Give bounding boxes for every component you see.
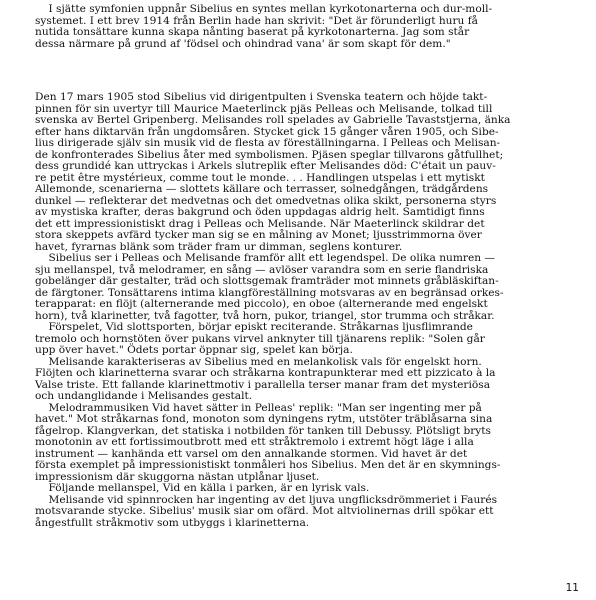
text-line: det ett impressionistiskt drag i Pelleas och Melisande. När Maeterlinck skildrar det	[35, 217, 485, 230]
text-line: tremolo och hornstöten över pukans virvel anknyter till tjänarens replik: "Solen går	[35, 332, 485, 345]
text-line: stora skeppets avfärd tycker man sig se en målning av Monet; ljusstrimmorna över	[35, 229, 482, 241]
text-line: Sibelius ser i Pelleas och Melisande framför allt ett legendspel. De olika numren —	[35, 252, 496, 264]
text-line: Allemonde, scenarierna — slottets källare och terrasser, solnedgången, trädgårdens	[35, 183, 489, 195]
intro-line: I sjätte symfonien uppnår Sibelius en syntes mellan kyrkotonarterna och dur-moll-	[35, 3, 493, 15]
text-line: första exemplet på impressionistiskt tonmåleri hos Sibelius. Men det är en skymnings-	[35, 459, 501, 471]
text-line: ångestfullt stråkmotiv som utbyggs i klarinetterna.	[35, 516, 310, 529]
intro-line: nutida tonsättare kunna skapa nånting baserat på kyrkotonarterna. Jag som står	[35, 26, 470, 38]
text-line: och undanglidande i Melisandes gestalt.	[35, 390, 253, 402]
page-number: 11	[565, 582, 579, 594]
text-line: Melodrammusiken Vid havet sätter in Pelleas' replik: "Man ser ingenting mer på	[35, 401, 482, 414]
text-line: av mystiska krafter, deras bakgrund och öden uppdagas aldrig helt. Samtidigt finns	[35, 206, 485, 218]
intro-line: dessa närmare på grund af 'födsel och ohindrad vana' är som skapt för dem."	[35, 37, 451, 50]
text-line: dess grundidé kan uttryckas i Arkels slutreplik efter Melisandes död: C'était un pauv-	[35, 160, 496, 172]
text-line: fågelrop. Klangverkan, det statiska i notbilden för tanken till Debussy. Plötsligt bryts	[35, 424, 491, 437]
text-line: upp över havet." Ödets portar öppnar sig, spelet kan börja.	[35, 344, 353, 356]
text-line: havet, fyrarnas blänk som träder fram ur dimman, seglens konturer.	[35, 240, 403, 253]
text-line: pinnen för sin uvertyr till Maurice Maeterlinck pjäs Pelleas och Melisande, tolkad till	[35, 102, 493, 115]
text-line: dunkel — reflekterar det medvetnas och det omedvetnas olika skikt, personerna styrs	[35, 194, 497, 207]
text-line: svenska av Bertel Gripenberg. Melisandes roll spelades av Gabrielle Tavaststjerna, änka	[35, 114, 511, 126]
text-line: Flöjten och klarinetterna svarar och stråkarna kontrapunkterar med ett pizzicato à la	[35, 367, 496, 379]
text-line: terapparat: en flöjt (alternerande med piccolo), en oboe (alternerande med engelskt	[35, 298, 488, 310]
text-line: re petit être mystérieux, comme tout le monde. . . Handlingen utspelas i ett mytiskt	[35, 171, 485, 184]
text-line: motsvarande stycke. Sibelius' musik siar om ofärd. Mot altviolinernas drill spökar ett	[35, 505, 494, 517]
text-line: Förspelet, Vid slottsporten, börjar episkt reciterande. Stråkarnas ljusflimrande	[35, 321, 473, 333]
text-line: efter hans diktarvän från ungdomsåren. Stycket gick 15 gånger våren 1905, och Sibe-	[35, 125, 499, 138]
intro-line: systemet. I ett brev 1914 från Berlin hade han skrivit: "Det är förunderligt huru få	[35, 14, 478, 27]
intro-paragraph	[35, 4, 492, 50]
text-line: Valse triste. Ett fallande klarinettmotiv i parallella terser manar fram det mysteriösa	[35, 378, 491, 391]
text-line: sju mellanspel, två melodramer, en sång — avlöser varandra som en serie flandriska	[35, 263, 489, 276]
text-line: de konfronterades Sibelius åter med symbolismen. Pjäsen speglar tillvarons gåtfullhet;	[35, 148, 504, 161]
text-line: Den 17 mars 1905 stod Sibelius vid dirigentpulten i Svenska teatern och höjde takt-	[35, 91, 488, 103]
text-line: horn), två klarinetter, två fagotter, två horn, pukor, triangel, stor trumma och stråkar.	[35, 309, 495, 322]
text-line: instrument — kanhända ett varsel om den annalkande stormen. Vid havet är det	[35, 447, 468, 460]
text-line: lius dirigerade själv sin musik vid de flesta av föreställningarna. I Pelleas och Melisan-	[35, 137, 501, 149]
text-line: gobelänger där gestalter, träd och slottsgemak framträder mot minnets gråbläskiftan-	[35, 275, 499, 287]
text-line: Melisande karakteriseras av Sibelius med en melankolisk vals för engelskt horn.	[35, 355, 482, 368]
text-line: impressionism där skuggorna nästan utplånar ljuset.	[35, 470, 320, 483]
text-line: Följande mellanspel, Vid en källa i parken, är en lyrisk vals.	[35, 482, 370, 494]
text-line: de färgtoner. Tonsättarens intima klangföreställning motsvaras av en begränsad orkes-	[35, 286, 504, 299]
text-line: monotonin av ett fortissimoutbrott med ett stråktremolo i extremt högt läge i alla	[35, 436, 474, 448]
text-line: havet." Mot stråkarnas fond, monoton som dyningens rytm, utstöter träblåsarna sina	[35, 413, 493, 425]
body-text	[35, 92, 510, 529]
text-line: Melisande vid spinnrocken har ingenting av det ljuva ungflicksdrömmeriet i Faurés	[35, 493, 498, 506]
